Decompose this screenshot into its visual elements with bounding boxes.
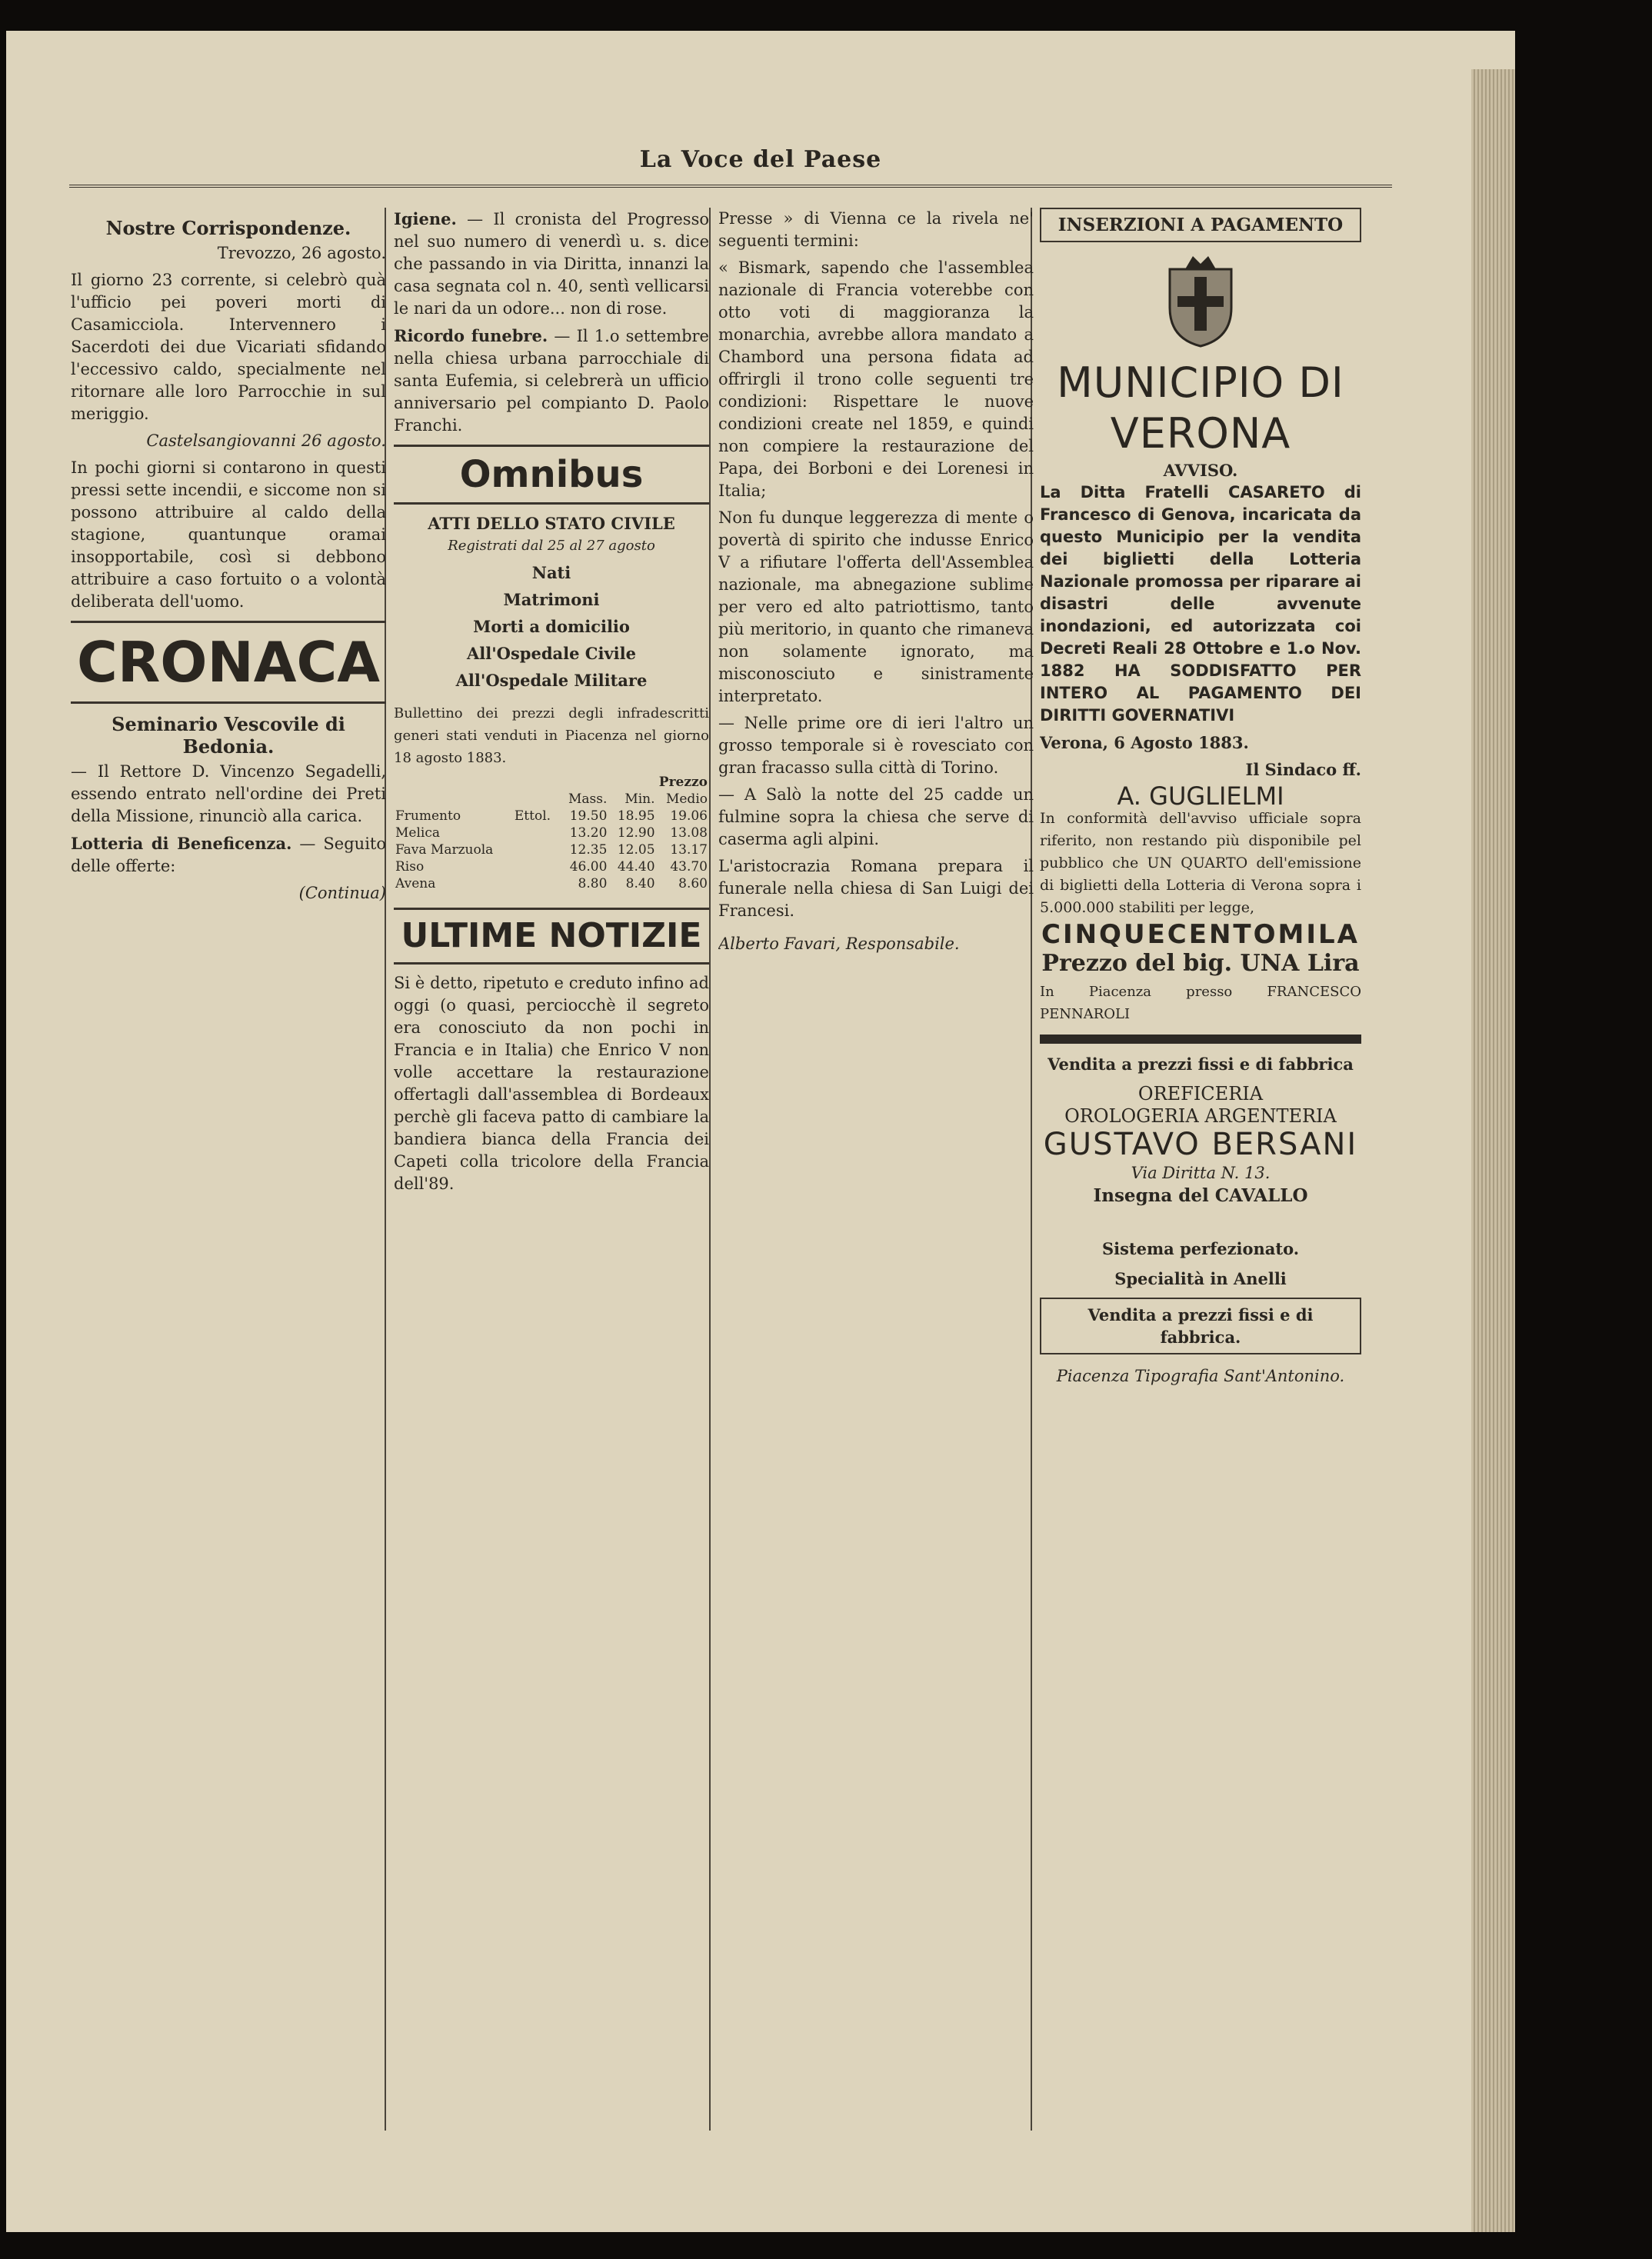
vendita-heading-2: Vendita a prezzi fissi e di fabbrica. [1040, 1298, 1361, 1354]
price-mass: 8.80 [578, 876, 608, 891]
ultime-notizie-text: Si è detto, ripetuto e creduto infino ad oggi (o quasi, perciocchè il segreto era conosciuto da non pochi in Francia e in Italia) che Enrico V non volle accettare la restaurazione offertagli dall'assemblea di Bordeaux perchè gli faceva patto di cambiare la bandiera bianca della Francia dei Capeti colla tricolore della Francia dell'89. [394, 974, 709, 1193]
avviso-heading: AVVISO. [1163, 461, 1238, 480]
dateline-castelsangiovanni: Castelsangiovanni 26 agosto. [146, 431, 386, 450]
table-row [394, 841, 709, 858]
prices-header-row [394, 791, 709, 808]
price-min: 12.05 [617, 842, 655, 858]
table-row [394, 875, 709, 892]
price-item: Frumento [395, 808, 461, 824]
matrimoni-heading: Matrimoni [503, 590, 600, 609]
tipografia-line: Piacenza Tipografia Sant'Antonino. [1056, 1367, 1345, 1385]
specialita-anelli: Specialità in Anelli [1114, 1269, 1287, 1288]
dateline-trevozzo: Trevozzo, 26 agosto. [217, 244, 386, 262]
ricordo-heading: Ricordo funebre. [394, 326, 548, 345]
top-rule [69, 185, 1392, 188]
sistema-perfezionato: Sistema perfezionato. [1101, 1239, 1300, 1258]
price-medio: 43.70 [670, 859, 708, 875]
igiene-text: — Il cronista del Progresso nel suo numero di venerdì u. s. dice che passando in via Diritta, innanzi la casa segnata col n. 40, sentì vellicarsi le nari da un odore... non di rose. [394, 210, 709, 318]
header-min: Min. [624, 791, 655, 807]
price-min: 12.90 [617, 825, 655, 841]
signature: Alberto Favari, Responsabile. [718, 935, 960, 953]
atti-subheading: Registrati dal 25 al 27 agosto [448, 538, 655, 554]
price-unit [513, 825, 559, 841]
price-unit [513, 858, 559, 875]
column-1 [71, 208, 386, 2215]
piacenza-pennaroli: In Piacenza presso FRANCESCO PENNAROLI [1040, 984, 1361, 1022]
price-item: Riso [395, 859, 425, 875]
price-unit: Ettol. [514, 808, 551, 824]
col3-paragraph-1: Presse » di Vienna ce la rivela ne' seguenti termini: [718, 209, 1034, 250]
seminario-heading: Seminario Vescovile di Bedonia. [112, 713, 345, 758]
header-medio: Medio [665, 791, 708, 807]
sindaco: Il Sindaco ff. [1245, 760, 1361, 779]
cronaca-title: CRONACA [71, 621, 386, 704]
prices-prezzo-row [394, 774, 709, 791]
masthead: La Voce del Paese [639, 146, 882, 173]
prezzo-header: Prezzo [658, 775, 708, 790]
table-row [394, 825, 709, 841]
col3-paragraph-2: « Bismark, sapendo che l'assemblea nazionale di Francia voterebbe con otto voti di maggioranza la monarchia, avrebbe allora mandato a Chambord una persona fidata ad offrirgli il trono colle seguenti tre condizioni: Rispettare le nuove condizioni create nel 1859, e quindi non compiere la restaurazione del Papa, dei Borboni e dei Lorenesi in Italia; [718, 258, 1034, 500]
ricordo-text: — Il 1.o settembre nella chiesa urbana parrocchiale di santa Eufemia, si celebrerà un ufficio anniversario pel compianto D. Paolo Franchi. [394, 327, 709, 435]
morti-heading: Morti a domicilio [473, 617, 630, 636]
price-item: Avena [395, 876, 436, 891]
lotteria-heading: Lotteria di Beneficenza. [71, 834, 292, 853]
bullettino-title: Bullettino dei prezzi degli infradescritti generi stati venduti in Piacenza nel giorno 18 agosto 1883. [394, 705, 709, 766]
price-min: 18.95 [617, 808, 655, 824]
price-medio: 13.08 [670, 825, 708, 841]
price-item: Fava Marzuola [395, 842, 494, 858]
ultime-notizie-title: ULTIME NOTIZIE [394, 908, 709, 965]
continua-label: (Continua) [298, 884, 386, 902]
table-row [394, 808, 709, 825]
seminario-text: — Il Rettore D. Vincenzo Segadelli, essendo entrato nell'ordine dei Preti della Missione, rinunciò alla carica. [71, 762, 386, 825]
prices-table [394, 774, 709, 892]
omnibus-title: Omnibus [394, 445, 709, 505]
trevozzo-text: Il giorno 23 corrente, si celebrò quà l'ufficio pei poveri morti di Casamicciola. Intervennero i Sacerdoti dei due Vicariati sfidando l'eccessivo caldo, specialmente nel ritornare alle loro Parrocchie in sul meriggio. [71, 271, 386, 423]
price-min: 8.40 [625, 876, 655, 891]
lotteria-text: — Seguito delle offerte: [71, 835, 386, 875]
price-mass: 46.00 [569, 859, 608, 875]
price-unit [513, 841, 559, 858]
column-2 [394, 208, 709, 2215]
price-mass: 19.50 [569, 808, 608, 824]
column-4 [1040, 208, 1361, 2215]
vendita-heading-1: Vendita a prezzi fissi e di fabbrica [1047, 1055, 1354, 1074]
verona-date: Verona, 6 Agosto 1883. [1040, 733, 1249, 752]
price-item: Melica [395, 825, 440, 841]
verona-crest-icon [1154, 250, 1247, 350]
orologeria-label: OROLOGERIA ARGENTERIA [1064, 1105, 1337, 1127]
bersani-name: GUSTAVO BERSANI [1043, 1127, 1358, 1162]
ospedale-civile-heading: All'Ospedale Civile [467, 644, 636, 663]
inserzioni-heading: INSERZIONI A PAGAMENTO [1040, 208, 1361, 242]
nati-heading: Nati [531, 563, 571, 582]
header-mass: Mass. [568, 791, 608, 807]
price-min: 44.40 [617, 859, 655, 875]
price-mass: 13.20 [569, 825, 608, 841]
price-medio: 19.06 [670, 808, 708, 824]
price-mass: 12.35 [569, 842, 608, 858]
table-row [394, 858, 709, 875]
atti-heading: ATTI DELLO STATO CIVILE [428, 514, 675, 533]
via-diritta: Via Diritta N. 13. [1131, 1164, 1271, 1182]
guglielmi-name: A. GUGLIELMI [1117, 781, 1284, 811]
col3-paragraph-4: — Nelle prime ore di ieri l'altro un grosso temporale si è rovesciato con gran fracasso sulla città di Torino. [718, 714, 1034, 777]
newspaper-page [6, 31, 1515, 2232]
prezzo-biglietto: Prezzo del big. UNA Lira [1041, 950, 1360, 977]
col3-paragraph-3: Non fu dunque leggerezza di mente o povertà di spirito che indusse Enrico V a rifiutare l'offerta dell'Assemblea nazionale, ma abnegazione sublime per vero ed alto patriottismo, tanto più meritorio, in quanto che rimaneva non solamente ignorato, ma misconosciuto e sinistramente interpretato. [718, 508, 1034, 705]
oreficeria-label: OREFICERIA [1137, 1083, 1264, 1105]
corrispondenze-heading: Nostre Corrispondenze. [105, 217, 351, 239]
column-3 [718, 208, 1034, 2215]
price-medio: 8.60 [678, 876, 708, 891]
column-divider-2 [709, 208, 711, 2131]
col3-paragraph-5: — A Salò la notte del 25 cadde un fulmine sopra la chiesa che serve di caserma agli alpini. [718, 785, 1034, 848]
price-unit [513, 875, 559, 892]
ospedale-militare-heading: All'Ospedale Militare [455, 671, 648, 690]
avviso-text: La Ditta Fratelli CASARETO di Francesco di Genova, incaricata da questo Municipio per la vendita dei biglietti della Lotteria Nazionale promossa per riparare ai disastri delle avvenute inondazioni, ed autorizzata coi Decreti Reali 28 Ottobre e 1.o Nov. 1882 HA SODDISFATTO PER INTERO AL PAGAMENTO DEI DIRITTI GOVERNATIVI [1040, 483, 1361, 725]
municipio-title: MUNICIPIO DI VERONA [1057, 358, 1344, 458]
separator-bar [1040, 1035, 1361, 1044]
price-medio: 13.17 [670, 842, 708, 858]
cinquecentomila-title: CINQUECENTOMILA [1041, 919, 1360, 950]
castelsangiovanni-text: In pochi giorni si contarono in questi pressi sette incendii, e siccome non si possono attribuire al caldo della stagione, quantunque oramai insopportabile, così si debbono attribuire a caso fortuito o a volontà deliberata dell'uomo. [71, 458, 386, 611]
insegna-cavallo: Insegna del CAVALLO [1093, 1185, 1308, 1206]
page-edges [1471, 69, 1515, 2232]
igiene-heading: Igiene. [394, 209, 457, 228]
conformita-text: In conformità dell'avviso ufficiale sopra riferito, non restando più disponibile pel pubblico che UN QUARTO dell'emissione di biglietti della Lotteria di Verona sopra i 5.000.000 stabiliti per legge, [1040, 810, 1361, 916]
col3-paragraph-6: L'aristocrazia Romana prepara il funerale nella chiesa di San Luigi dei Francesi. [718, 857, 1034, 920]
